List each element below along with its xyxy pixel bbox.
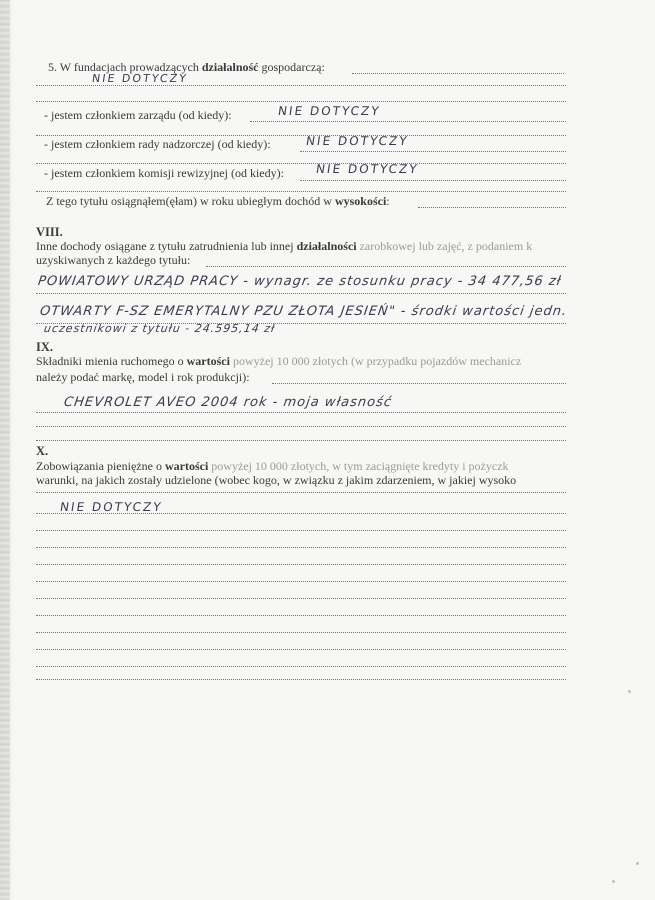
dotted-line <box>36 100 566 102</box>
dotted-line <box>36 491 566 493</box>
dotted-line <box>36 512 566 514</box>
dotted-line <box>36 411 566 413</box>
dotted-line <box>250 120 566 122</box>
dotted-line <box>352 72 564 74</box>
dotted-line <box>36 580 566 582</box>
dotted-line <box>36 665 566 667</box>
scan-speck <box>612 880 615 883</box>
dotted-line <box>36 614 566 616</box>
zarzad-label: - jestem członkiem zarządu (od kiedy): <box>44 108 232 122</box>
dotted-line <box>36 425 566 427</box>
dotted-line <box>36 597 566 599</box>
dotted-line <box>272 382 566 384</box>
section8-heading: VIII. <box>36 225 63 239</box>
dotted-line <box>36 546 566 548</box>
section9-line2: należy podać markę, model i rok produkcji): <box>36 370 250 384</box>
dotted-line <box>36 678 566 680</box>
dotted-line <box>36 529 566 531</box>
scan-speck <box>628 690 631 693</box>
section8-hw-line1: POWIATOWY URZĄD PRACY - wynagr. ze stosunku pracy - 34 477,56 zł <box>36 274 563 289</box>
section10-heading: X. <box>36 444 49 458</box>
komisja-label: - jestem członkiem komisji rewizyjnej (od kiedy): <box>44 166 284 180</box>
section8-line2: uzyskiwanych z każdego tytułu: <box>36 253 191 267</box>
section8-hw-line3: uczestnikowi z tytułu - 24.595,14 zł <box>43 322 277 335</box>
item5-line: 5. W fundacjach prowadzących działalność gospodarczą: <box>48 60 325 74</box>
komisja-answer: NIE DOTYCZY <box>315 162 420 176</box>
dotted-line <box>36 84 566 86</box>
rada-label: - jestem członkiem rady nadzorczej (od kiedy): <box>44 137 271 151</box>
section8-line1: Inne dochody osiągane z tytułu zatrudnienia lub innej działalności zarobkowej lub zajęć, z podaniem k <box>36 239 533 253</box>
section10-line2: warunki, na jakich zostały udzielone (wobec kogo, w związku z jakim zdarzeniem, w jakiej wysoko <box>36 473 517 487</box>
dotted-line <box>300 150 566 152</box>
dotted-line <box>300 179 566 181</box>
section9-hw-line1: CHEVROLET AVEO 2004 rok - moja własność <box>62 395 394 410</box>
zarzad-answer: NIE DOTYCZY <box>277 104 382 118</box>
section10-line1: Zobowiązania pieniężne o wartości powyżej 10 000 złotych, w tym zaciągnięte kredyty i pożyczk <box>36 459 509 473</box>
dotted-line <box>36 134 566 136</box>
dotted-line <box>36 631 566 633</box>
dotted-line <box>36 439 566 441</box>
binding-edge <box>0 0 10 900</box>
rada-answer: NIE DOTYCZY <box>305 134 410 148</box>
dotted-line <box>36 563 566 565</box>
dotted-line <box>418 206 566 208</box>
scan-speck <box>636 862 639 865</box>
item5-answer: NIE DOTYCZY <box>91 72 189 85</box>
section9-line1: Składniki mienia ruchomego o wartości powyżej 10 000 złotych (w przypadku pojazdów mechanicz <box>36 354 522 368</box>
dotted-line <box>206 265 566 267</box>
section8-hw-line2: OTWARTY F-SZ EMERYTALNY PZU ZŁOTA JESIEŃ" - środki wartości jedn. <box>38 304 569 319</box>
dotted-line <box>36 162 566 164</box>
section10-hw-line1: NIE DOTYCZY <box>59 500 164 514</box>
income-line: Z tego tytułu osiągnąłem(ęłam) w roku ubiegłym dochód w wysokości: <box>46 194 390 208</box>
dotted-line <box>36 190 566 192</box>
dotted-line <box>36 292 566 294</box>
dotted-line <box>36 648 566 650</box>
section9-heading: IX. <box>36 340 54 354</box>
